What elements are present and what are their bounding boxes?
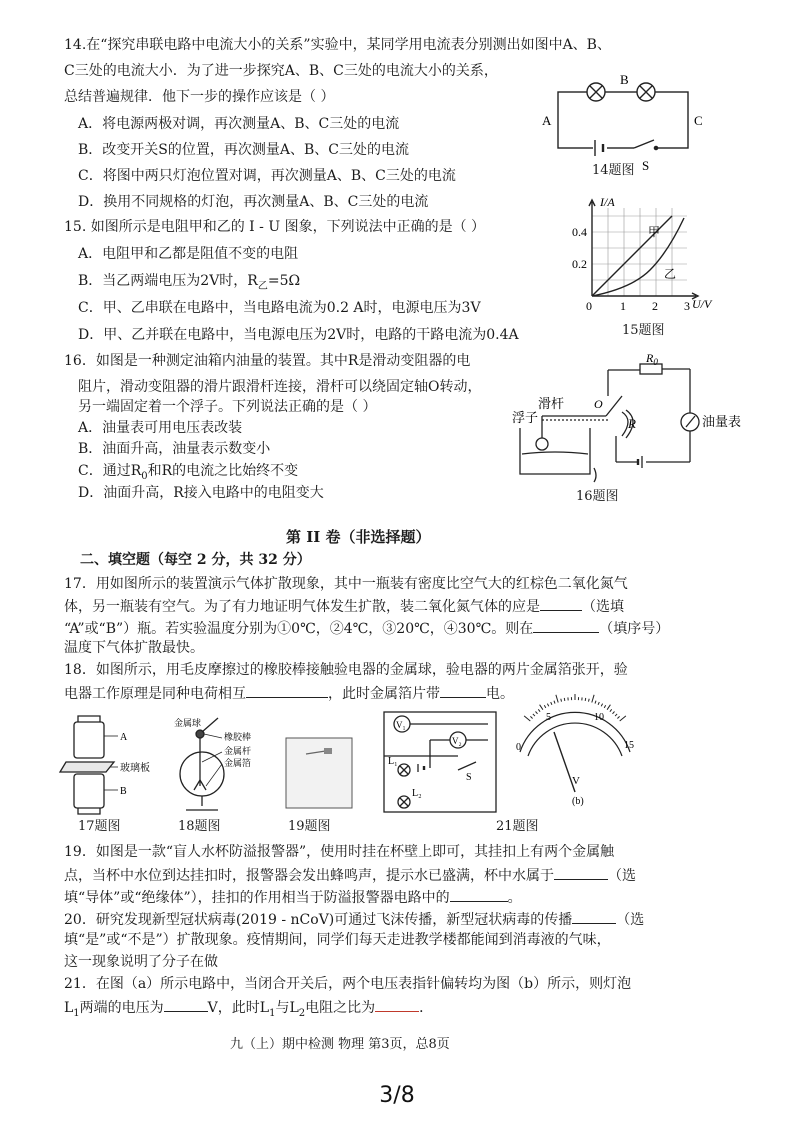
fig21a-circuit [378, 708, 502, 818]
dial-tick [530, 716, 532, 718]
q16-stem-line2: 阻片，滑动变阻器的滑片跟滑杆连接，滑杆可以绕固定轴O转动， [78, 379, 482, 395]
dial-tick [604, 705, 606, 708]
q18-line1: 18．如图所示，用毛皮摩擦过的橡胶棒接触验电器的金属球，验电器的两片金属箔张开，验 [64, 662, 628, 678]
dial-b-label: (b) [572, 796, 584, 807]
fig19-cup-alarm [284, 736, 356, 812]
q15-caption: 15题图 [622, 323, 665, 338]
fig17-caption: 17题图 [78, 819, 121, 834]
fig21-l1-label: L₁ [388, 756, 398, 767]
q14-option-b: B．改变开关S的位置，再次测量A、B、C三处的电流 [78, 142, 409, 158]
q15-xtick-1: 1 [620, 299, 626, 313]
dial-tick [540, 705, 543, 710]
dial-tick [589, 699, 590, 702]
dial-tick [547, 704, 548, 707]
q14-caption: 14题图 [592, 163, 635, 178]
q20-line1: 20．研究发现新型冠状病毒(2019 - nCoV)可通过飞沫传播，新型冠状病毒的传播 （选 [64, 909, 644, 929]
dial-tick [561, 699, 562, 702]
fig17-gas-diffusion [60, 712, 148, 816]
q15-option-c: C．甲、乙串联在电路中，当电路电流为0.2 A时，电源电压为3V [78, 300, 481, 316]
q15-series-jia-label: 甲 [648, 225, 661, 239]
q18-line2: 电器工作原理是同种电荷相互 ，此时金属箔片带 电。 [64, 683, 514, 703]
q15-ytick-02: 0.2 [572, 257, 587, 271]
q19-blank-2[interactable] [450, 887, 508, 902]
q20-line3: 这一现象说明了分子在做 [64, 954, 218, 970]
q17-line1: 17．用如图所示的装置演示气体扩散现象，其中一瓶装有密度比空气大的红棕色二氧化氮气 [64, 576, 628, 592]
q16-r-label: R [628, 416, 636, 431]
dial-unit-v: V [572, 775, 580, 787]
q20-line2: 填“是”或“不是”）扩散现象。疫情期间，同学们每天走进教学楼都能闻到消毒液的气味， [64, 932, 611, 948]
q14-label-a: A [542, 113, 552, 128]
fig21-l2-label: L₂ [412, 788, 422, 799]
q15-xlabel: U/V [692, 297, 712, 311]
dial-tick [592, 695, 594, 703]
dial-tick [533, 714, 535, 716]
q17-line4: 温度下气体扩散最快。 [64, 640, 204, 656]
q16-r0-label: $R_0$ [646, 351, 658, 367]
fig18-label-foil: 金属箔 [224, 758, 252, 768]
dial-tick [617, 716, 619, 718]
q17-blank-2[interactable] [533, 618, 599, 633]
q14-label-c: C [694, 113, 703, 128]
dial-scale-5: 5 [546, 712, 551, 723]
q20-blank-1[interactable] [572, 909, 616, 924]
fig21-s-label: S [466, 772, 472, 783]
fig17-label-a: A [120, 732, 128, 743]
q19-line1: 19．如图是一款“盲人水杯防溢报警器”，使用时挂在杯壁上即可，其挂扣上有两个金属触 [64, 844, 615, 860]
q14-option-c: C．将图中两只灯泡位置对调，再次测量A、B、C三处的电流 [78, 168, 456, 184]
q15-xtick-2: 2 [652, 299, 658, 313]
q15-ylabel: I/A [600, 195, 615, 209]
dial-tick [538, 709, 540, 711]
dial-tick [607, 705, 610, 710]
page-footer: 九（上）期中检测 物理 第3页，总8页 [230, 1037, 450, 1052]
q18-blank-2[interactable] [440, 683, 486, 698]
dial-tick [524, 716, 530, 721]
fig18-label-rod: 橡胶棒 [224, 732, 252, 742]
fill-in-section-heading: 二、填空题（每空 2 分，共 32 分） [80, 552, 311, 568]
q17-blank-1[interactable] [540, 596, 582, 611]
dial-tick [615, 714, 617, 716]
dial-tick [551, 702, 552, 705]
fig17-label-b: B [120, 786, 127, 797]
q18-blank-1[interactable] [246, 683, 328, 698]
q16-gauge-label: 油量表 [702, 414, 742, 429]
dial-tick [595, 701, 596, 704]
page-number: 3/8 [379, 1083, 415, 1108]
dial-tick [598, 702, 599, 705]
q15-stem: 15. 如图所示是电阻甲和乙的 I - U 图象，下列说法中正确的是（ ） [64, 219, 486, 235]
q17-line2: 体，另一瓶装有空气。为了有力地证明气体发生扩散，装二氧化氮气体的应是 （选填 [64, 596, 624, 616]
q14-stem-line1: 14.在“探究串联电路中电流大小的关系”实验中，某同学用电流表分别测出如图中A、B、 [64, 37, 611, 53]
q15-ytick-04: 0.4 [572, 225, 587, 239]
q16-stem-line1: 16．如图是一种测定油箱内油量的装置。其中R是滑动变阻器的电 [64, 353, 471, 369]
dial-tick [610, 709, 612, 711]
q14-label-s: S [642, 158, 650, 173]
dial-tick [544, 705, 546, 708]
dial-tick [564, 698, 565, 701]
fig19-caption: 19题图 [288, 819, 331, 834]
q21-line2: $L_1$两端的电压为 V，此时$L_1$与$L_2$电阻之比为 ． [64, 997, 433, 1023]
fig18-label-stem: 金属杆 [224, 746, 252, 756]
q16-option-b: B．油面升高，油量表示数变小 [78, 441, 271, 457]
fig21-caption: 21题图 [496, 819, 539, 834]
dial-tick [601, 704, 602, 707]
fig18-label-ball: 金属球 [174, 718, 202, 728]
dial-tick [620, 716, 626, 721]
dial-tick [554, 701, 555, 704]
fig18-caption: 18题图 [178, 819, 221, 834]
q16-float-label: 浮子 [512, 410, 539, 425]
q14-option-a: A．将电源两极对调，再次测量A、B、C三处的电流 [78, 116, 400, 132]
q14-label-b: B [620, 72, 629, 87]
fig21b-voltmeter-dial [510, 712, 640, 808]
q16-fuel-gauge-figure [510, 351, 742, 488]
q16-stem-line3: 另一端固定着一个浮子。下列说法正确的是（ ） [78, 399, 377, 415]
q21-blank-1[interactable] [164, 997, 208, 1012]
q16-option-a: A．油量表可用电压表改装 [78, 420, 243, 436]
dial-scale-15: 15 [624, 740, 634, 751]
q15-xtick-3: 3 [684, 299, 690, 313]
q16-option-d: D．油面升高，R接入电路中的电阻变大 [78, 485, 324, 501]
q16-option-c: C．通过$R_0$和R的电流之比始终不变 [78, 463, 299, 482]
q19-line2: 点，当杯中水位到达挂扣时，报警器会发出蜂鸣声，提示水已盛满，杯中水属于 （选 [64, 865, 636, 885]
q15-option-d: D．甲、乙并联在电路中，当电源电压为2V时，电路的干路电流为0.4A [78, 327, 519, 343]
q14-stem-line3: 总结普遍规律．他下一步的操作应该是（ ） [64, 89, 335, 105]
q15-xtick-0: 0 [586, 299, 592, 313]
fig21-v2-label: V₂ [452, 736, 462, 746]
dial-tick [536, 712, 538, 714]
q14-stem-line2: C三处的电流大小．为了进一步探究A、B、C三处的电流大小的关系， [64, 63, 498, 79]
q15-series-yi-label: 乙 [664, 267, 677, 281]
q16-o-label: O [594, 397, 603, 411]
q16-caption: 16题图 [576, 489, 619, 504]
q15-iu-graph [572, 196, 712, 314]
dial-tick [585, 698, 586, 701]
fig17-label-plate: 玻璃板 [120, 763, 150, 774]
fig18-electroscope [172, 716, 272, 816]
dial-scale-10: 10 [594, 712, 604, 723]
q21-blank-2[interactable] [375, 997, 419, 1012]
dial-tick [613, 712, 615, 714]
q17-line3: “A”或“B”）瓶。若实验温度分别为①0℃，②4℃，③20℃，④30℃。则在 （填序号） [64, 618, 669, 638]
part2-title: 第 II 卷（非选择题） [286, 528, 431, 546]
dial-scale-0: 0 [516, 742, 521, 753]
dial-tick [556, 695, 558, 703]
q19-blank-1[interactable] [554, 865, 608, 880]
q14-option-d: D．换用不同规格的灯泡，再次测量A、B、C三处的电流 [78, 194, 429, 210]
q15-option-b: B．当乙两端电压为2V时，$R_乙=5\Omega$ [78, 273, 301, 292]
q21-line1: 21．在图（a）所示电路中，当闭合开关后，两个电压表指针偏转均为图（b）所示，则灯泡 [64, 976, 632, 992]
fig21-v1-label: V₁ [396, 720, 406, 730]
q19-line3: 填“导体”或“绝缘体”），挂扣的作用相当于防溢报警器电路中的 。 [64, 887, 522, 907]
q16-lever-label: 滑杆 [538, 396, 565, 411]
q15-option-a: A．电阻甲和乙都是阻值不变的电阻 [78, 246, 299, 262]
